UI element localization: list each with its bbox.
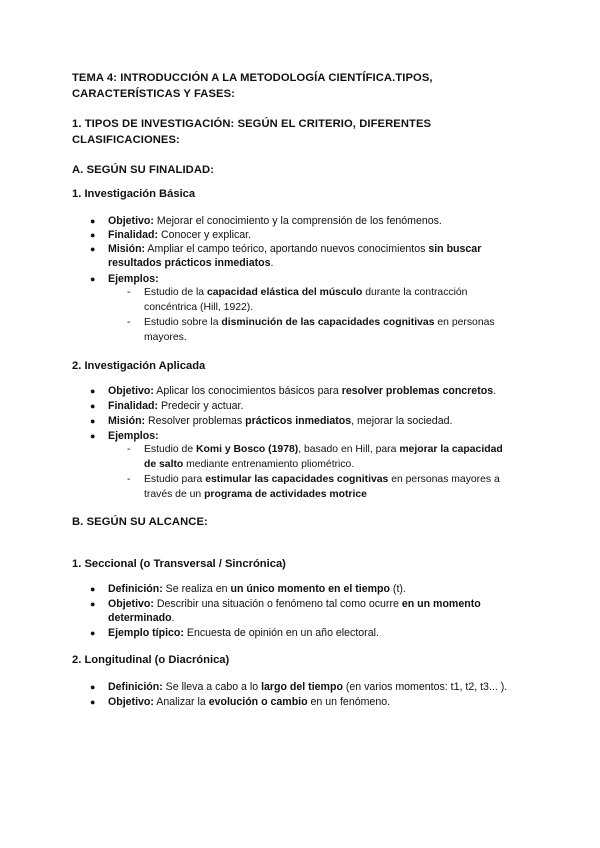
aplicada-objetivo: ● Objetivo: Aplicar los conocimientos básicos para resolver problemas concretos.: [90, 385, 497, 397]
section-b-heading: B. SEGÚN SU ALCANCE:: [72, 516, 208, 528]
basica-finalidad: ● Finalidad: Conocer y explicar.: [90, 229, 252, 241]
document-title: TEMA 4: INTRODUCCIÓN A LA METODOLOGÍA CIENTÍFICA.TIPOS, CARACTERÍSTICAS Y FASES:: [72, 72, 433, 100]
bullet-icon: ●: [90, 230, 96, 240]
aplicada-ejemplo-1: - Estudio de Komi y Bosco (1978), basado en Hill, para mejorar la capacidad de salto mediante entrenamiento pliométrico.: [127, 444, 503, 470]
basica-ejemplos: ● Ejemplos:: [90, 273, 159, 285]
bullet-icon: ●: [90, 416, 96, 426]
bullet-icon: ●: [90, 628, 96, 638]
longitudinal-heading: 2. Longitudinal (o Diacrónica): [72, 654, 230, 666]
dash-icon: -: [127, 444, 131, 455]
bullet-icon: ●: [90, 431, 96, 441]
bullet-icon: ●: [90, 599, 96, 609]
seccional-objetivo: ● Objetivo: Describir una situación o fenómeno tal como ocurre en un momento determinado.: [90, 598, 481, 624]
aplicada-ejemplo-2: - Estudio para estimular las capacidades cognitivas en personas mayores a través de un programa de actividades motrice: [127, 474, 500, 500]
seccional-definicion: ● Definición: Se realiza en un único momento en el tiempo (t).: [90, 583, 406, 595]
bullet-icon: ●: [90, 584, 96, 594]
basica-ejemplo-1: - Estudio de la capacidad elástica del músculo durante la contracción concéntrica (Hill, 1922).: [127, 287, 468, 313]
seccional-heading: 1. Seccional (o Transversal / Sincrónica): [72, 558, 286, 570]
aplicada-ejemplos: ● Ejemplos:: [90, 430, 159, 442]
dash-icon: -: [127, 474, 131, 485]
basica-mision: ● Misión: Ampliar el campo teórico, aportando nuevos conocimientos sin buscar resultados prácticos inmediatos.: [90, 243, 482, 269]
aplicada-mision: ● Misión: Resolver problemas prácticos inmediatos, mejorar la sociedad.: [90, 415, 453, 427]
bullet-icon: ●: [90, 244, 96, 254]
bullet-icon: ●: [90, 216, 96, 226]
seccional-ejemplo: ● Ejemplo típico: Encuesta de opinión en un año electoral.: [90, 627, 379, 639]
bullet-icon: ●: [90, 274, 96, 284]
dash-icon: -: [127, 317, 131, 328]
bullet-icon: ●: [90, 697, 96, 707]
bullet-icon: ●: [90, 682, 96, 692]
aplicada-finalidad: ● Finalidad: Predecir y actuar.: [90, 400, 244, 412]
dash-icon: -: [127, 287, 131, 298]
longitudinal-definicion: ● Definición: Se lleva a cabo a lo largo del tiempo (en varios momentos: t1, t2, t3... ).: [90, 681, 508, 693]
section-a-heading: A. SEGÚN SU FINALIDAD:: [72, 164, 215, 176]
bullet-icon: ●: [90, 386, 96, 396]
section-1-heading: 1. TIPOS DE INVESTIGACIÓN: SEGÚN EL CRITERIO, DIFERENTES CLASIFICACIONES:: [72, 118, 432, 146]
longitudinal-objetivo: ● Objetivo: Analizar la evolución o cambio en un fenómeno.: [90, 696, 391, 708]
basica-objetivo: ● Objetivo: Mejorar el conocimiento y la comprensión de los fenómenos.: [90, 215, 442, 227]
aplicada-heading: 2. Investigación Aplicada: [72, 360, 206, 372]
basica-heading: 1. Investigación Básica: [72, 188, 196, 200]
basica-ejemplo-2: - Estudio sobre la disminución de las capacidades cognitivas en personas mayores.: [127, 317, 495, 343]
bullet-icon: ●: [90, 401, 96, 411]
